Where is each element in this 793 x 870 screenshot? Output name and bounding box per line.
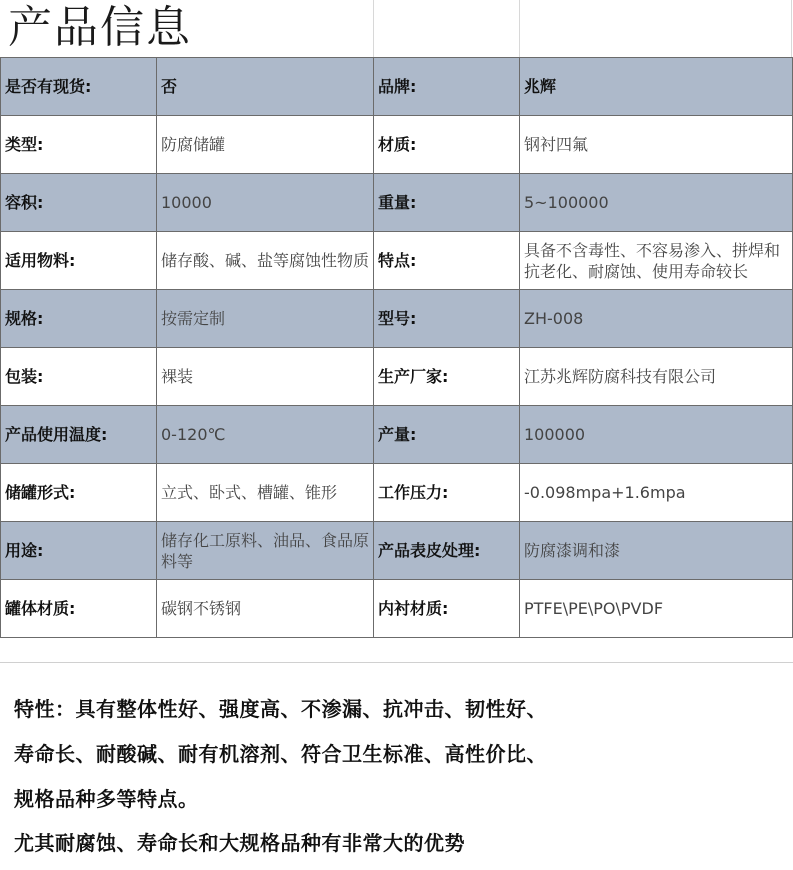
spec-value-right: 兆辉 [520, 58, 793, 116]
features-line: 规格品种多等特点。 [14, 787, 199, 811]
spec-label-left: 罐体材质: [1, 580, 157, 638]
spec-row [1, 464, 793, 522]
spec-label-left: 产品使用温度: [1, 406, 157, 464]
spec-value-right: 钢衬四氟 [520, 116, 793, 174]
spec-row [1, 580, 793, 638]
page-header [0, 0, 793, 58]
spec-row [1, 232, 793, 290]
spec-value-left: 碳钢不锈钢 [157, 580, 374, 638]
spec-table-body [1, 58, 793, 638]
features-line: 特性：具有整体性好、强度高、不渗漏、抗冲击、韧性好、 [14, 697, 547, 721]
features-line: 尤其耐腐蚀、寿命长和大规格品种有非常大的优势 [14, 831, 465, 855]
spec-value-left: 防腐储罐 [157, 116, 374, 174]
spec-label-right: 内衬材质: [374, 580, 520, 638]
spec-label-right: 型号: [374, 290, 520, 348]
spec-row [1, 174, 793, 232]
spec-value-right: 100000 [520, 406, 793, 464]
spec-row [1, 116, 793, 174]
header-divider [373, 0, 374, 58]
spec-value-left: 立式、卧式、槽罐、锥形 [157, 464, 374, 522]
spec-value-left: 否 [157, 58, 374, 116]
header-divider [519, 0, 520, 58]
spec-label-left: 规格: [1, 290, 157, 348]
spec-label-right: 产量: [374, 406, 520, 464]
spec-value-right: PTFE\PE\PO\PVDF [520, 580, 793, 638]
page-title: 产品信息 [8, 2, 192, 53]
spec-value-left: 储存酸、碱、盐等腐蚀性物质 [157, 232, 374, 290]
spec-value-left: 10000 [157, 174, 374, 232]
spec-value-right: 江苏兆辉防腐科技有限公司 [520, 348, 793, 406]
spec-label-right: 重量: [374, 174, 520, 232]
spec-value-right: 5~100000 [520, 174, 793, 232]
spec-label-right: 工作压力: [374, 464, 520, 522]
spec-label-right: 生产厂家: [374, 348, 520, 406]
spec-label-right: 产品表皮处理: [374, 522, 520, 580]
features-section [0, 662, 793, 870]
spec-value-right: 防腐漆调和漆 [520, 522, 793, 580]
spec-row [1, 290, 793, 348]
spec-label-left: 包装: [1, 348, 157, 406]
spec-value-left: 0-120℃ [157, 406, 374, 464]
spec-row [1, 58, 793, 116]
spec-label-right: 品牌: [374, 58, 520, 116]
spec-value-right: ZH-008 [520, 290, 793, 348]
spec-label-left: 是否有现货: [1, 58, 157, 116]
spec-label-left: 储罐形式: [1, 464, 157, 522]
spec-label-left: 适用物料: [1, 232, 157, 290]
spec-value-right: -0.098mpa+1.6mpa [520, 464, 793, 522]
spec-label-left: 类型: [1, 116, 157, 174]
spec-label-right: 材质: [374, 116, 520, 174]
spec-label-right: 特点: [374, 232, 520, 290]
spec-label-left: 用途: [1, 522, 157, 580]
spec-row [1, 522, 793, 580]
spec-table [0, 57, 793, 638]
spec-value-left: 储存化工原料、油品、食品原料等 [157, 522, 374, 580]
spec-label-left: 容积: [1, 174, 157, 232]
features-line: 寿命长、耐酸碱、耐有机溶剂、符合卫生标准、高性价比、 [14, 742, 547, 766]
spec-value-right: 具备不含毒性、不容易渗入、拼焊和抗老化、耐腐蚀、使用寿命较长 [520, 232, 793, 290]
spec-value-left: 裸装 [157, 348, 374, 406]
header-divider [791, 0, 792, 58]
spec-value-left: 按需定制 [157, 290, 374, 348]
spec-row [1, 348, 793, 406]
spec-row [1, 406, 793, 464]
